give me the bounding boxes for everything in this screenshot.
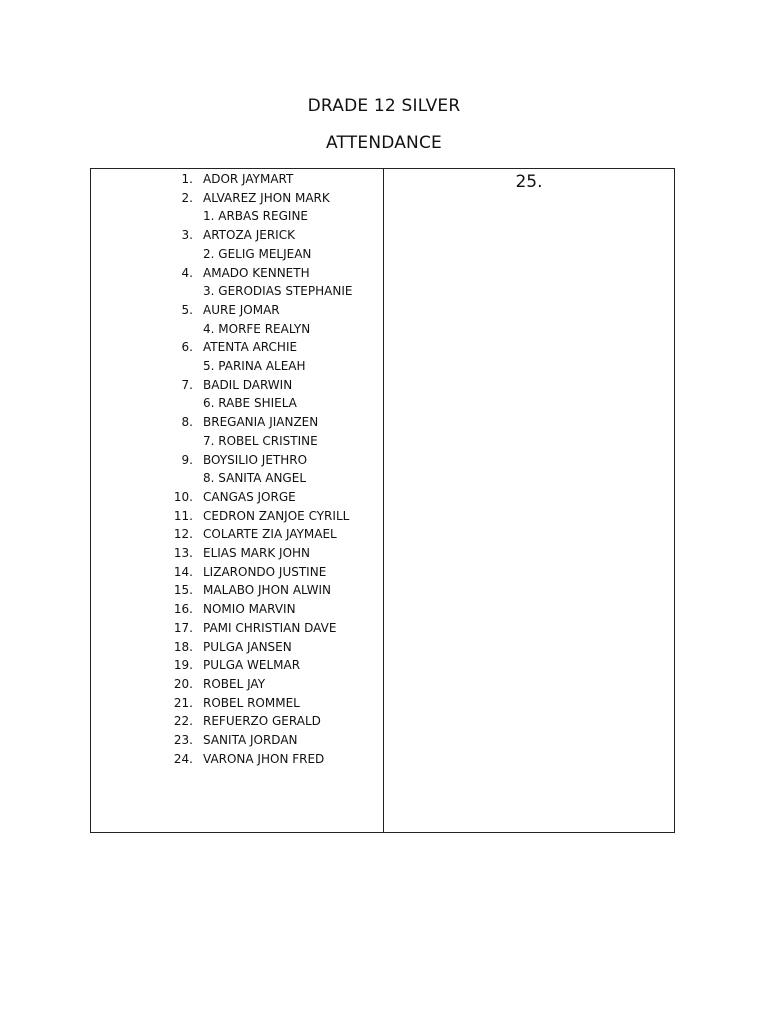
list-item-number: 1. (181, 172, 193, 186)
list-item-name: BREGANIA JIANZEN (203, 415, 319, 430)
list-item-number: 22. (173, 714, 193, 729)
list-item-number: 7. (181, 377, 193, 392)
list-item-number: 16. (173, 602, 193, 617)
list-item-number: 17. (173, 620, 193, 635)
page-title: DRADE 12 SILVER (307, 96, 461, 116)
list-item-number: 11. (173, 508, 193, 523)
list-item-number: 13. (173, 546, 193, 560)
list-item-name: COLARTE ZIA JAYMAEL (203, 527, 337, 542)
list-item-name: ARTOZA JERICK (203, 228, 295, 243)
list-item-name: 1. ARBAS REGINE (203, 209, 308, 224)
list-item-number: 12. (173, 527, 193, 542)
list-item-number: 20. (173, 676, 193, 691)
list-item-name: ALVAREZ JHON MARK (203, 190, 330, 205)
list-item-name: PAMI CHRISTIAN DAVE (203, 620, 337, 635)
page-subtitle: ATTENDANCE (326, 133, 442, 153)
list-item-number: 15. (173, 583, 193, 598)
list-item-number: 5. (181, 302, 193, 317)
list-item-name: ADOR JAYMART (203, 172, 294, 186)
list-item-number: 9. (181, 452, 193, 467)
list-item-number: 2. (181, 190, 193, 205)
attendance-list-left (91, 169, 383, 832)
list-item-name: BOYSILIO JETHRO (203, 452, 308, 467)
list-item-number: 4. (181, 265, 193, 280)
list-item-name: AURE JOMAR (203, 302, 280, 317)
list-item-name: REFUERZO GERALD (203, 714, 321, 729)
list-item-name: 4. MORFE REALYN (203, 321, 311, 336)
list-item-25: 25. (515, 172, 543, 192)
list-item-name: 5. PARINA ALEAH (203, 359, 306, 373)
list-item-name: PULGA WELMAR (203, 658, 301, 673)
list-item-number: 10. (173, 489, 193, 504)
list-item-name: ROBEL JAY (203, 676, 266, 691)
list-item-name: 6. RABE SHIELA (203, 396, 297, 411)
list-item-name: ELIAS MARK JOHN (203, 546, 311, 560)
list-item-name: VARONA JHON FRED (203, 751, 325, 766)
list-item-name: ATENTA ARCHIE (203, 340, 298, 355)
list-item-name: SANITA JORDAN (203, 733, 298, 747)
list-item-number: 8. (181, 415, 193, 430)
list-item-name: ROBEL ROMMEL (203, 695, 300, 710)
list-item-name: LIZARONDO JUSTINE (203, 564, 327, 579)
list-item-number: 24. (173, 751, 193, 766)
list-item-number: 23. (173, 733, 193, 747)
attendance-list-right (384, 169, 674, 832)
list-item-name: CANGAS JORGE (203, 489, 296, 504)
list-item-name: 8. SANITA ANGEL (203, 471, 307, 486)
attendance-table (90, 168, 675, 833)
list-item-name: 3. GERODIAS STEPHANIE (203, 284, 353, 299)
list-item-name: 7. ROBEL CRISTINE (203, 433, 318, 448)
list-item-number: 14. (173, 564, 193, 579)
list-item-number: 21. (173, 695, 193, 710)
list-item-number: 3. (181, 228, 193, 243)
list-item-number: 19. (173, 658, 193, 673)
list-item-name: BADIL DARWIN (203, 377, 293, 392)
list-item-name: CEDRON ZANJOE CYRILL (203, 508, 350, 523)
list-item-number: 18. (173, 639, 193, 654)
list-item-name: AMADO KENNETH (203, 265, 310, 280)
list-item-name: MALABO JHON ALWIN (203, 583, 331, 598)
list-item-name: PULGA JANSEN (203, 639, 292, 654)
list-item-name: NOMIO MARVIN (203, 602, 296, 617)
list-item-name: 2. GELIG MELJEAN (203, 246, 312, 261)
list-item-number: 6. (181, 340, 193, 355)
